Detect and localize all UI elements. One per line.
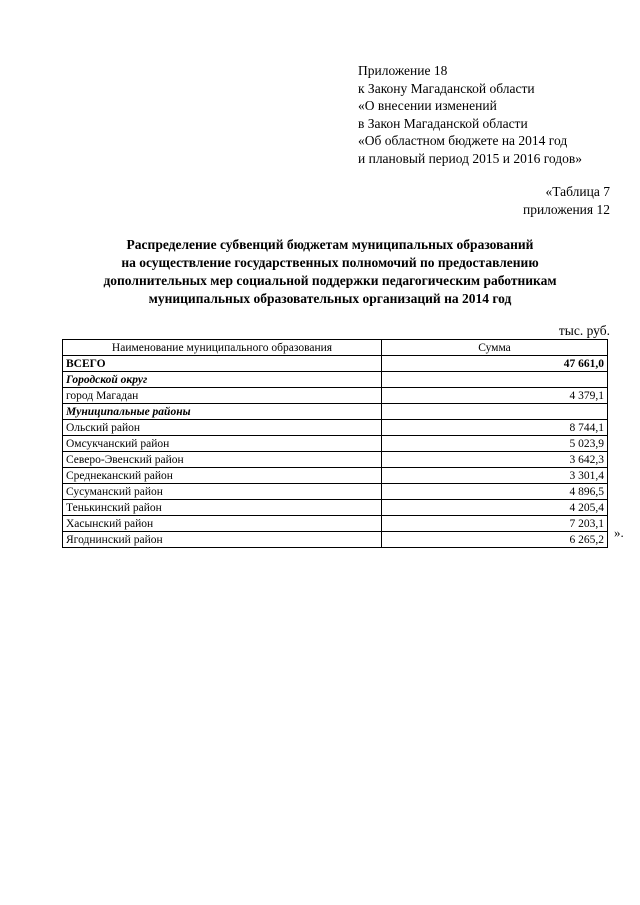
table-row [63,532,608,548]
table-reference-line2: приложения 12 [522,201,610,217]
row-name: Ягоднинский район [63,532,382,548]
appendix-header [358,62,582,167]
appendix-line: и плановый период 2015 и 2016 годов» [358,150,583,166]
appendix-line: Приложение 18 [358,63,448,78]
row-value: 8 744,1 [382,420,608,436]
appendix-line: «О внесении изменений [358,98,497,113]
table-reference [523,183,610,218]
row-name: Ольский район [63,420,382,436]
table-row [63,516,608,532]
row-value: 6 265,2 [382,532,608,548]
subsidy-table [62,339,608,548]
title-line: Распределение субвенций бюджетам муниципальных образований [126,237,534,252]
row-value: 4 896,5 [382,484,608,500]
row-value: 4 205,4 [382,500,608,516]
row-name: Среднеканский район [63,468,382,484]
title-line: на осуществление государственных полномочий по предоставлению [121,255,539,270]
table-row [63,388,608,404]
row-value: 3 642,3 [382,452,608,468]
row-name: Тенькинский район [63,500,382,516]
row-name: Северо-Эвенский район [63,452,382,468]
document-title [50,236,610,308]
title-line: муниципальных образовательных организаций на 2014 год [148,291,512,306]
header-name: Наименование муниципального образования [63,340,382,356]
total-value: 47 661,0 [382,356,608,372]
table-header-row [63,340,608,356]
row-value: 7 203,1 [382,516,608,532]
appendix-line: «Об областном бюджете на 2014 год [358,133,568,148]
appendix-line: к Закону Магаданской области [358,80,535,96]
table-row-total [63,356,608,372]
section-label: Муниципальные районы [63,404,382,420]
table-row [63,452,608,468]
row-value: 3 301,4 [382,468,608,484]
table-row [63,484,608,500]
closing-quote: ». [614,525,624,540]
row-name: Хасынский район [63,516,382,532]
table-row [63,468,608,484]
row-name: Сусуманский район [63,484,382,500]
total-label: ВСЕГО [63,356,382,372]
title-line: дополнительных мер социальной поддержки педагогическим работникам [103,273,557,288]
row-name: город Магадан [63,388,382,404]
row-value: 4 379,1 [382,388,608,404]
section-empty-cell [382,404,608,420]
row-value: 5 023,9 [382,436,608,452]
table-reference-line1: «Таблица 7 [545,184,610,199]
section-label: Городской округ [63,372,382,388]
section-row-city [63,372,608,388]
appendix-line: в Закон Магаданской области [358,115,528,131]
table-row [63,500,608,516]
section-empty-cell [382,372,608,388]
header-sum: Сумма [382,340,608,356]
table-row [63,436,608,452]
table-row [63,420,608,436]
row-name: Омсукчанский район [63,436,382,452]
units-label: тыс. руб. [558,323,610,338]
section-row-districts [63,404,608,420]
